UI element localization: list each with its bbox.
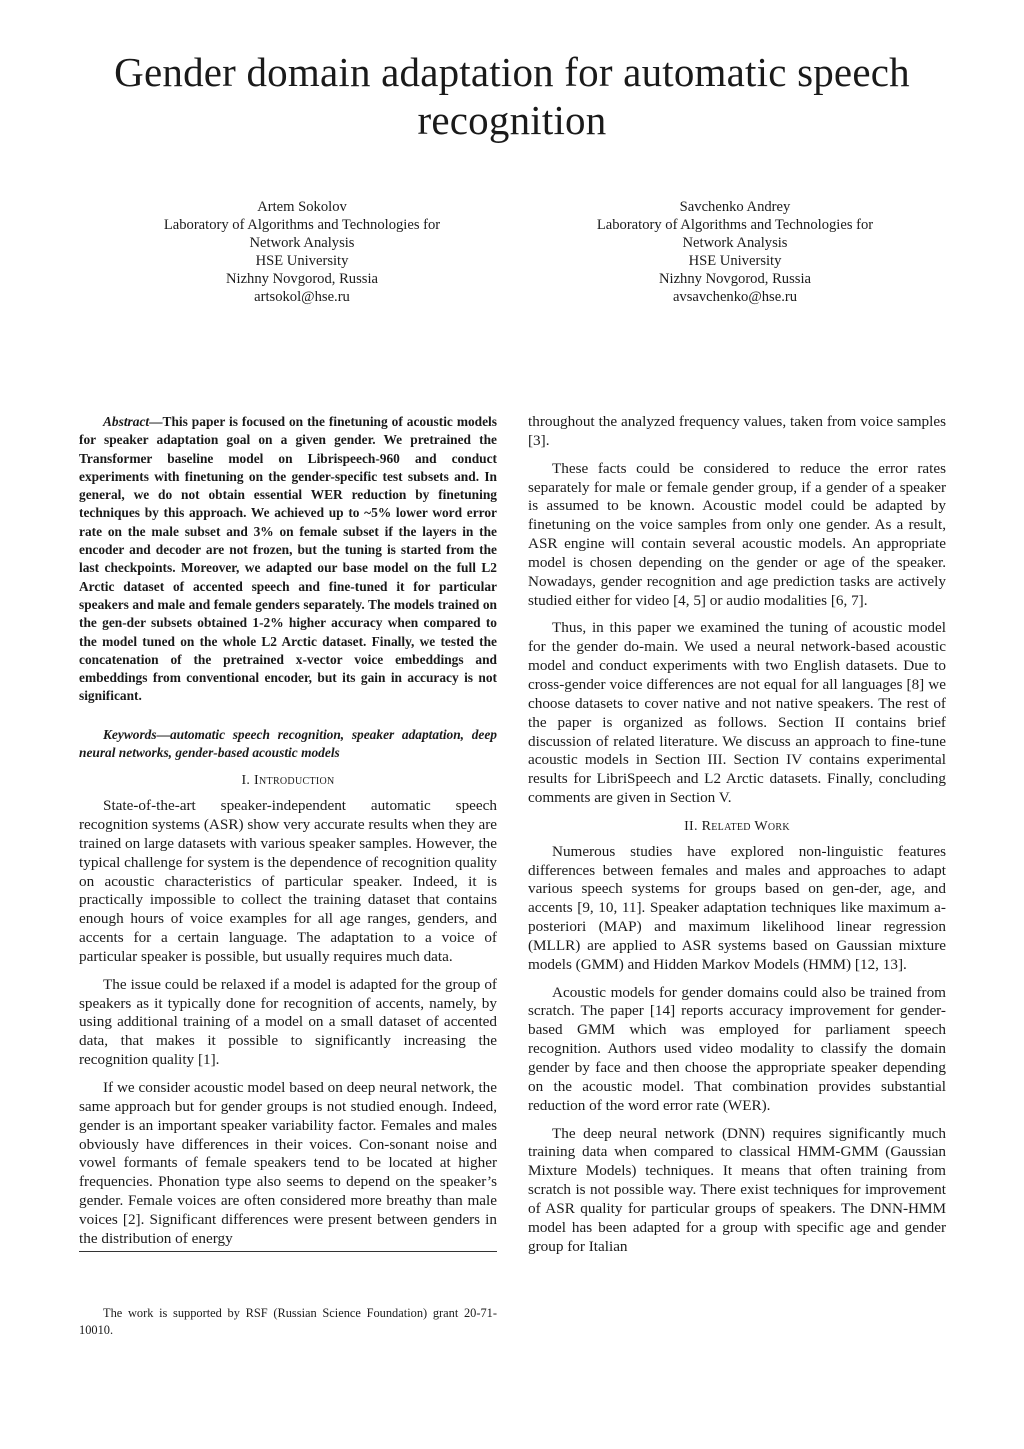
right-column [528, 413, 946, 1265]
author-institution: HSE University [255, 253, 349, 269]
paragraph: Numerous studies have explored non-linguistic features differences between females and males and approaches to adapt various speech systems for groups based on gen-der, age, and accents [9, 10, 11]. Speaker adaptation techniques like maximum a-posteriori (MAP) and maximum likelihood linear regression (MLLR) are applied to ASR systems based on Gaussian mixture models (GMM) and Hidden Markov Models (HMM) [12, 13]. [528, 842, 946, 973]
author-block-1 [137, 198, 467, 306]
author-email: avsavchenko@hse.ru [672, 289, 798, 305]
paragraph: The deep neural network (DNN) requires significantly much training data when compared to classical HMM-GMM (Gaussian Mixture Models) techniques. It means that often training from scratch is not possible way. There exist techniques for improvement of ASR quality for particular groups of speakers. The DNN-HMM model has been adapted for a group with specific age and gender group for Italian [528, 1124, 946, 1255]
paragraph: The issue could be relaxed if a model is adapted for the group of speakers as it typically done for recognition of accents, namely, by using additional training of a model on a small dataset of accented data, that makes it possible to significantly increasing the recognition quality [1]. [79, 975, 497, 1069]
author-affiliation-cont: Network Analysis [249, 235, 355, 251]
author-affiliation-cont: Network Analysis [682, 235, 788, 251]
section-title: Introduction [254, 773, 335, 789]
author-name: Savchenko Andrey [679, 199, 791, 215]
author-institution: HSE University [688, 253, 782, 269]
author-location: Nizhny Novgorod, Russia [225, 271, 378, 287]
keywords-label: Keywords [103, 726, 157, 742]
abstract-text: —This paper is focused on the finetuning of acoustic models for speaker adaptation goal on a given gender. We pretrained the Transformer baseline model on Librispeech-960 and conduct experiments with finetuning on the gender-specific test subsets and. In general, we do not obtain essential WER reduction by finetuning techniques by this approach. We achieved up to ~5% lower word error rate on the male subset and 3% on female subset if the layers in the encoder and decoder are not frozen, but the tuning is started from the last checkpoints. Moreover, we adapted our base model on the full L2 Arctic dataset of accented speech and fine-tuned it for particular speakers and male and female genders separately. The models trained on the gen-der subsets obtained 1-2% higher accuracy when compared to the model tuned on the whole L2 Arctic dataset. Finally, we tested the concatenation of the pretrained x-vector voice embeddings and embeddings from conventional encoder, but its gain in accuracy is not significant. [79, 414, 497, 704]
keywords-text: —automatic speech recognition, speaker adaptation, deep neural networks, gender-based acoustic models [79, 726, 497, 761]
author-affiliation: Laboratory of Algorithms and Technologies for [596, 217, 874, 233]
author-name: Artem Sokolov [257, 199, 347, 215]
author-email: artsokol@hse.ru [254, 289, 350, 305]
paragraph: If we consider acoustic model based on deep neural network, the same approach but for gender groups is not studied enough. Indeed, gender is an important speaker variability factor. Females and males obviously have differences in their voices. Con-sonant noise and vowel formants of female speakers tend to be located at higher frequencies. Phonation type also seems to depend on the speaker’s gender. Female voices are often considered more breathy than male voices [2]. Significant differences were present between genders in the distribution of energy [79, 1079, 497, 1247]
author-block-2 [570, 198, 900, 306]
footnote: The work is supported by RSF (Russian Science Foundation) grant 20-71-10010. [79, 1306, 497, 1337]
abstract [79, 413, 497, 706]
section-heading-related-work [528, 818, 946, 837]
section-heading-introduction [79, 772, 497, 791]
paragraph: State-of-the-art speaker-independent automatic speech recognition systems (ASR) show very accurate results when they are trained on large datasets with various speaker samples. However, the typical challenge for system is the dependence of recognition quality on acoustic characteristics of particular speaker. Indeed, it is practically impossible to collect the training dataset that contains enough hours of voice examples for all age ranges, genders, and accents for a certain language. The adaptation to a voice of particular speaker is possible, but usually requires much data. [79, 797, 497, 965]
paragraph: These facts could be considered to reduce the error rates separately for male or female gender group, if a gender of a speaker is assumed to be known. Acoustic model could be adapted by finetuning on the voice samples from only one gender. As a result, ASR engine will contain several acoustic models. An appropriate model is chosen depending on the gender or age of the speaker. Nowadays, gender recognition and age prediction tasks are actively studied either for video [4, 5] or audio modalities [6, 7]. [528, 459, 946, 609]
keywords [79, 726, 497, 763]
footnote-divider [79, 1251, 497, 1252]
abstract-label: Abstract [103, 414, 150, 429]
paper-title: Gender domain adaptation for automatic speech recognition [114, 49, 910, 143]
section-numeral: II. [684, 818, 698, 834]
paragraph: Thus, in this paper we examined the tuning of acoustic model for the gender do-main. We used a neural network-based acoustic model and conduct experiments with two English datasets. Due to cross-gender voice differences are not equal for all languages [8] we choose datasets to cover native and not native speakers. The rest of the paper is organized as follows. Section II contains brief discussion of related literature. We discuss an approach to fine-tune acoustic models in Section III. Section IV contains experimental results for LibriSpeech and L2 Arctic datasets. Finally, concluding comments are given in Section V. [528, 619, 946, 807]
section-title: Related Work [701, 818, 790, 834]
paragraph-continuation: throughout the analyzed frequency values, taken from voice samples [3]. [528, 413, 946, 449]
left-column [79, 413, 497, 1252]
author-affiliation: Laboratory of Algorithms and Technologies for [163, 217, 441, 233]
paragraph: Acoustic models for gender domains could also be trained from scratch. The paper [14] reports accuracy improvement for gender-based GMM which was employed for parliament speech recognition. Authors used video modality to classify the domain gender by face and then choose the appropriate speaker depending on the acoustic model. That combination provides substantial reduction of the word error rate (WER). [528, 983, 946, 1114]
section-numeral: I. [241, 773, 251, 789]
author-location: Nizhny Novgorod, Russia [658, 271, 811, 287]
